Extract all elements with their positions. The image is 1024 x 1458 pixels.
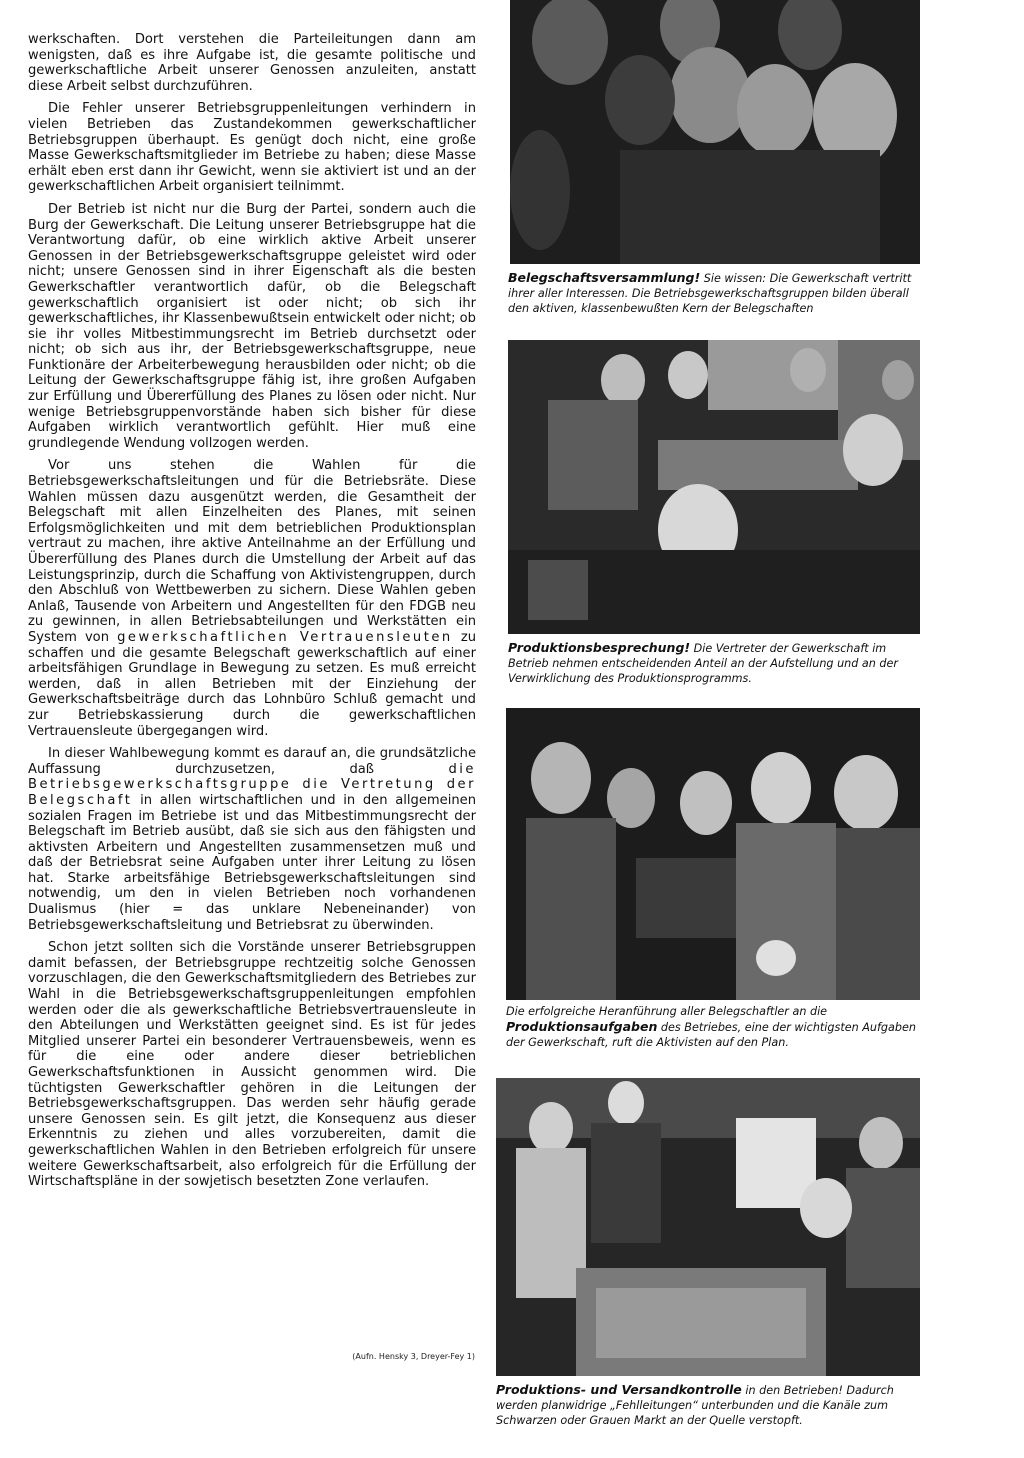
spaced-phrase-vertretung: die Betriebsgewerkschaftsgruppe die Vertretung der Belegschaft — [28, 761, 476, 808]
article-paragraph-2: Die Fehler unserer Betriebsgruppenleitungen verhindern in vielen Betrieben das Zustandekommen gewerkschaftlicher Betriebsgruppen überhaupt. Es genügt doch nicht, eine große Masse Gewerkschaftsmitglieder im Betriebe zu haben; diese Masse erhält eben erst dann ihr Gewicht, wenn sie aktiviert ist und an der gewerkschaftlichen Arbeit organisiert teilnimmt. — [28, 101, 476, 195]
article-paragraph-4-b: zu schaffen und die gesamte Belegschaft gewerkschaftlich auf einer arbeitsfähigen Grundlage in Bewegung zu setzen. Es muß erreicht werden, daß in allen Betrieben mit der Einziehung der Gewerkschaftsbeiträge durch das Lohnbüro Schluß gemacht und zur Betriebskassierung durch die gewerkschaftlichen Vertrauensleute übergegangen wird. — [28, 629, 476, 739]
caption-activists — [506, 1004, 920, 1051]
article-paragraph-1: werkschaften. Dort verstehen die Parteileitungen dann am wenigsten, daß es ihre Aufgabe ist, die gesamte politische und gewerkschaftliche Arbeit unserer Genossen anzuleiten, anstatt diese Arbeit selbst durchzuführen. — [28, 32, 476, 94]
caption-activists-lead: Produktionsaufgaben — [506, 1019, 658, 1035]
photo-activists — [506, 708, 920, 1000]
photo-credit: (Aufn. Hensky 3, Dreyer-Fey 1) — [352, 1352, 475, 1361]
caption-shipping-control — [496, 1382, 920, 1429]
article-paragraph-4-a: Vor uns stehen die Wahlen für die Betriebsgewerkschaftsleitungen und für die Betriebsräte. Diese Wahlen müssen dazu ausgenützt werden, die Gesamtheit der Belegschaft mit allen Einzelheiten des Planes, mit seinen Erfolgsmöglichkeiten und mit dem betrieblichen Produktionsplan vertraut zu machen, ihre aktive Anteilnahme an der Erfüllung und Übererfüllung des Planes durch die Umstellung der Arbeit auf das Leistungsprinzip, durch die Schaffung von Aktivistengruppen, durch den Abschluß von Wettbewerben zu sichern. Diese Wahlen geben Anlaß, Tausende von Arbeitern und Angestellten für den FDGB neu zu gewinnen, in allen Betriebsabteilungen und Werkstätten ein System von — [28, 458, 476, 645]
article-paragraph-3: Der Betrieb ist nicht nur die Burg der Partei, sondern auch die Burg der Gewerkschaft. Die Leitung unserer Betriebsgruppe hat die Verantwortung dafür, ob eine wirklich aktive Arbeit unserer Genossen in der Betriebsgewerkschaftsgruppe geleistet wird oder nicht; unsere Genossen sind in ihrer Eigenschaft als die besten Gewerkschaftler verantwortlich dafür, ob die Belegschaft gewerkschaftlich organisiert ist oder nicht; ob sich ihr gewerkschaftliches, ihr Klassenbewußtsein entwickelt oder nicht; ob sie ihr volles Mitbestimmungsrecht im Betrieb durchsetzt oder nicht; ob sich aus ihr, der Betriebsgewerkschaftsgruppe, neue Funktionäre der Arbeiterbewegung herausbilden oder nicht; ob die Leitung der Gewerkschaftsgruppe fähig ist, ihre großen Aufgaben zur Erfüllung und Übererfüllung des Planes zu lösen oder nicht. Nur wenige Betriebsgruppenvorstände haben sich bisher für diese Aufgaben wirklich verantwortlich gefühlt. Hier muß eine grundlegende Wendung vollzogen werden. — [28, 201, 476, 451]
caption-production-meeting — [508, 640, 920, 687]
photo-production-meeting — [508, 340, 920, 634]
spaced-phrase-vertrauensleute: gewerkschaftlichen Vertrauensleuten — [117, 629, 453, 645]
photo-shipping-control — [496, 1078, 920, 1376]
photo-production-meeting-image — [508, 340, 920, 634]
photo-shipping-control-image — [496, 1078, 920, 1376]
caption-activists-pre: Die erfolgreiche Heranführung aller Belegschaftler an die — [506, 1005, 828, 1018]
article-paragraph-5-a: In dieser Wahlbewegung kommt es darauf an, die grundsätzliche Auffassung durchzusetzen, daß — [28, 746, 476, 777]
article-paragraph-4 — [28, 458, 476, 739]
article-column — [28, 32, 476, 1197]
photo-assembly-image — [510, 0, 920, 264]
photo-activists-image — [506, 708, 920, 1000]
caption-shipping-control-lead: Produktions- und Versandkontrolle — [496, 1382, 742, 1397]
article-paragraph-6: Schon jetzt sollten sich die Vorstände unserer Betriebsgruppen damit befassen, der Betriebsgruppe rechtzeitig solche Genossen vorzuschlagen, die den Gewerkschaftsmitgliedern des Betriebes zur Wahl in die Betriebsgewerkschaftsgruppenleitungen empfohlen werden oder die als gewerkschaftliche Betriebsvertrauensleute in den Abteilungen und Werkstätten geeignet sind. Es ist für jedes Mitglied unserer Partei ein besonderer Vertrauensbeweis, wenn es für die eine oder andere dieser betrieblichen Gewerkschaftsfunktionen in Aussicht genommen wird. Die tüchtigsten Gewerkschaftler gehören in die Leitungen der Betriebsgewerkschaftsgruppen. Das werden sehr häufig gerade unsere Genossen sein. Es gilt jetzt, die Konsequenz aus dieser Erkenntnis zu ziehen und alles vorzubereiten, damit die gewerkschaftlichen Wahlen in den Betrieben erfolgreich für unsere weitere Gewerkschaftsarbeit, also erfolgreich für die Erfüllung der Wirtschaftspläne in der sowjetisch besetzten Zone verlaufen. — [28, 940, 476, 1190]
article-paragraph-5 — [28, 746, 476, 933]
caption-production-meeting-lead: Produktionsbesprechung! — [508, 640, 691, 655]
photo-assembly — [510, 0, 920, 264]
caption-assembly-lead: Belegschaftsversammlung! — [508, 270, 701, 285]
caption-assembly-text: Sie wissen: Die Gewerkschaft vertritt ihrer aller Interessen. Die Betriebsgewerkschaftsgruppen bilden überall den aktiven, klassenbewußten Kern der Belegschaften — [508, 272, 912, 316]
caption-assembly — [508, 270, 920, 317]
article-paragraph-5-b: in allen wirtschaftlichen und in den allgemeinen sozialen Fragen im Betriebe ist und das Mitbestimmungsrecht der Belegschaft im Betrieb ausübt, daß sie sich aus den fähigsten und aktivsten Arbeitern und Angestellten zusammensetzen muß und daß der Betriebsrat seine Aufgaben unter ihrer Leitung zu lösen hat. Starke arbeitsfähige Betriebsgewerkschaftsleitungen sind notwendig, um den in vielen Betrieben noch vorhandenen Dualismus (hier = das unklare Nebeneinander) von Betriebsgewerkschaftsleitung und Betriebsrat zu überwinden. — [28, 792, 476, 933]
caption-shipping-control-text: in den Betrieben! Dadurch werden planwidrige „Fehlleitungen“ unterbunden und die Kanäle zum Schwarzen oder Grauen Markt an der Quelle verstopft. — [496, 1384, 894, 1428]
caption-activists-text: des Betriebes, eine der wichtigsten Aufgaben der Gewerkschaft, ruft die Aktivisten auf den Plan. — [506, 1021, 916, 1050]
caption-production-meeting-text: Die Vertreter der Gewerkschaft im Betrieb nehmen entscheidenden Anteil an der Aufstellung und an der Verwirklichung des Produktionsprogramms. — [508, 642, 899, 686]
